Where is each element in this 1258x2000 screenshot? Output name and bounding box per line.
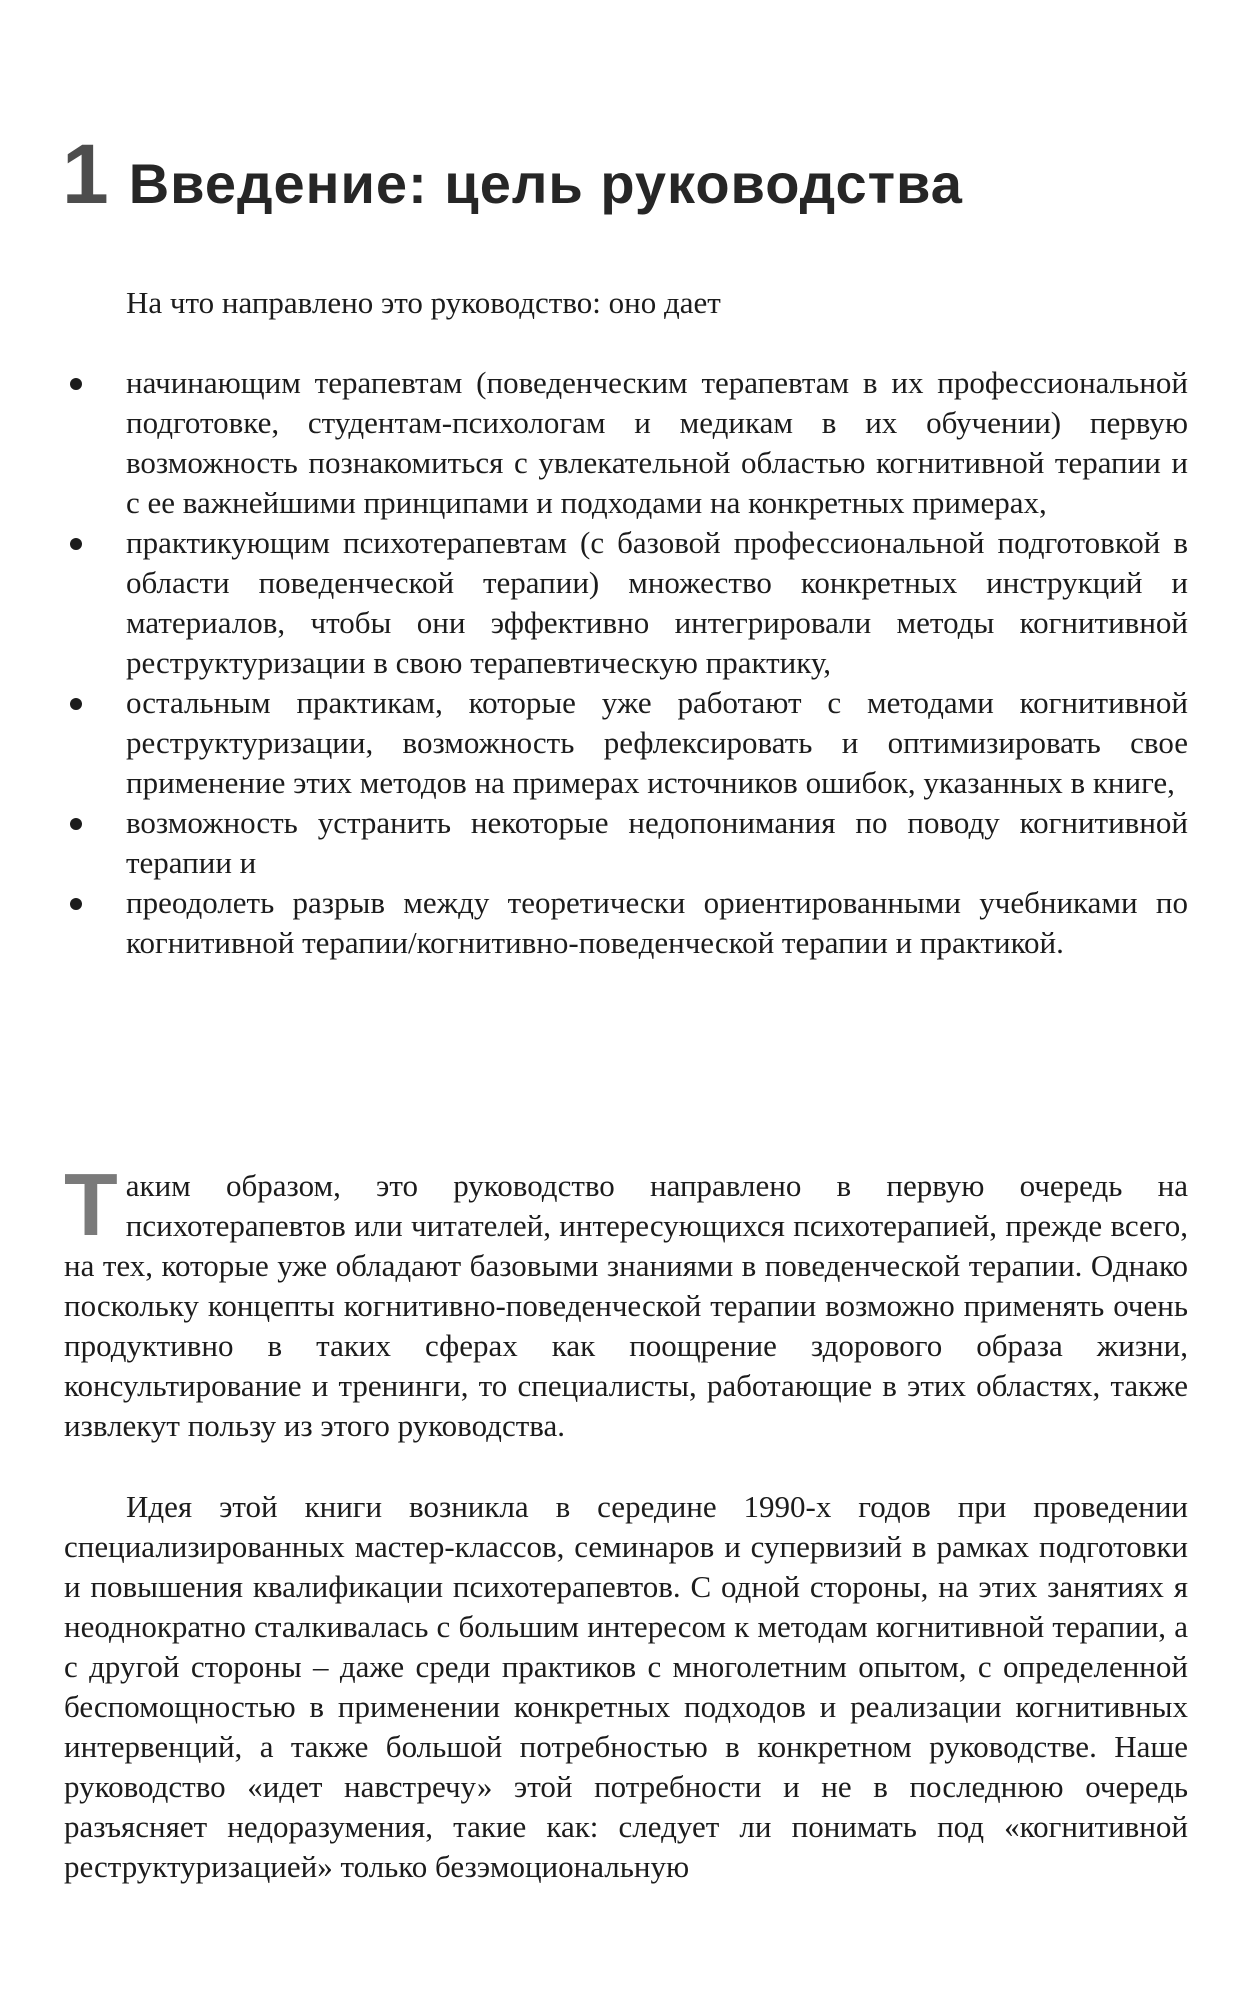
bullet-item (64, 523, 1188, 683)
bullet-dot-icon (70, 698, 82, 710)
chapter-heading (62, 127, 963, 221)
paragraph-1 (64, 1155, 1188, 1446)
bullet-item (64, 803, 1188, 883)
bullet-text: остальным практикам, которые уже работают с методами когнитивной реструктуризации, возможность рефлексировать и оптимизировать свое применение этих методов на примерах источников ошибок, указанных в книге, (126, 685, 1188, 800)
bullet-text: начинающим терапевтам (поведенческим терапевтам в их профессиональной подготовке, студентам-психологам и медикам в их обучении) первую возможность познакомиться с увлекательной областью когнитивной терапии и с ее важнейшими принципами и подходами на конкретных примерах, (126, 365, 1188, 520)
bullet-text: возможность устранить некоторые недопонимания по поводу когнитивной терапии и (126, 805, 1188, 880)
bullet-list (64, 363, 1188, 963)
bullet-dot-icon (70, 538, 82, 550)
bullet-text: практикующим психотерапевтам (с базовой профессиональной подготовкой в области поведенческой терапии) множество конкретных инструкций и материалов, чтобы они эффективно интегрировали методы когнитивной реструктуризации в свою терапевтическую практику, (126, 525, 1188, 680)
drop-cap: Т (64, 1155, 118, 1254)
bullet-item (64, 363, 1188, 523)
chapter-number: 1 (62, 127, 109, 221)
paragraph-2: Идея этой книги возникла в середине 1990-х годов при проведении специализированных мастер-классов, семинаров и супервизий в рамках подготовки и повышения квалификации психотерапевтов. С одной стороны, на этих занятиях я неоднократно сталкивалась с большим интересом к методам когнитивной терапии, а с другой стороны – даже среди практиков с многолетним опытом, с определенной беспомощностью в применении конкретных подходов и реализации когнитивных интервенций, а также большой потребностью в конкретном руководстве. Наше руководство «идет навстречу» этой потребности и не в последнюю очередь разъясняет недоразумения, такие как: следует ли понимать под «когнитивной реструктуризацией» только безэмоциональную (64, 1489, 1188, 1884)
paragraph-1-text: аким образом, это руководство направлено в первую очередь на психотерапевтов или читателей, интересующихся психотерапией, прежде всего, на тех, которые уже обладают базовыми знаниями в поведенческой терапии. Однако поскольку концепты когнитивно-поведенческой терапии возможно применять очень продуктивно в таких сферах как поощрение здорового образа жизни, консультирование и тренинги, то специалисты, работающие в этих областях, также извлекут пользу из этого руководства. (64, 1168, 1188, 1443)
bullet-dot-icon (70, 378, 82, 390)
intro-line: На что направлено это руководство: оно дает (126, 285, 721, 320)
bullet-dot-icon (70, 898, 82, 910)
bullet-item (64, 683, 1188, 803)
bullet-dot-icon (70, 818, 82, 830)
chapter-title: Введение: цель руководства (128, 152, 963, 215)
bullet-text: преодолеть разрыв между теоретически ориентированными учебниками по когнитивной терапии/когнитивно-поведенческой терапии и практикой. (126, 885, 1188, 960)
bullet-item (64, 883, 1188, 963)
